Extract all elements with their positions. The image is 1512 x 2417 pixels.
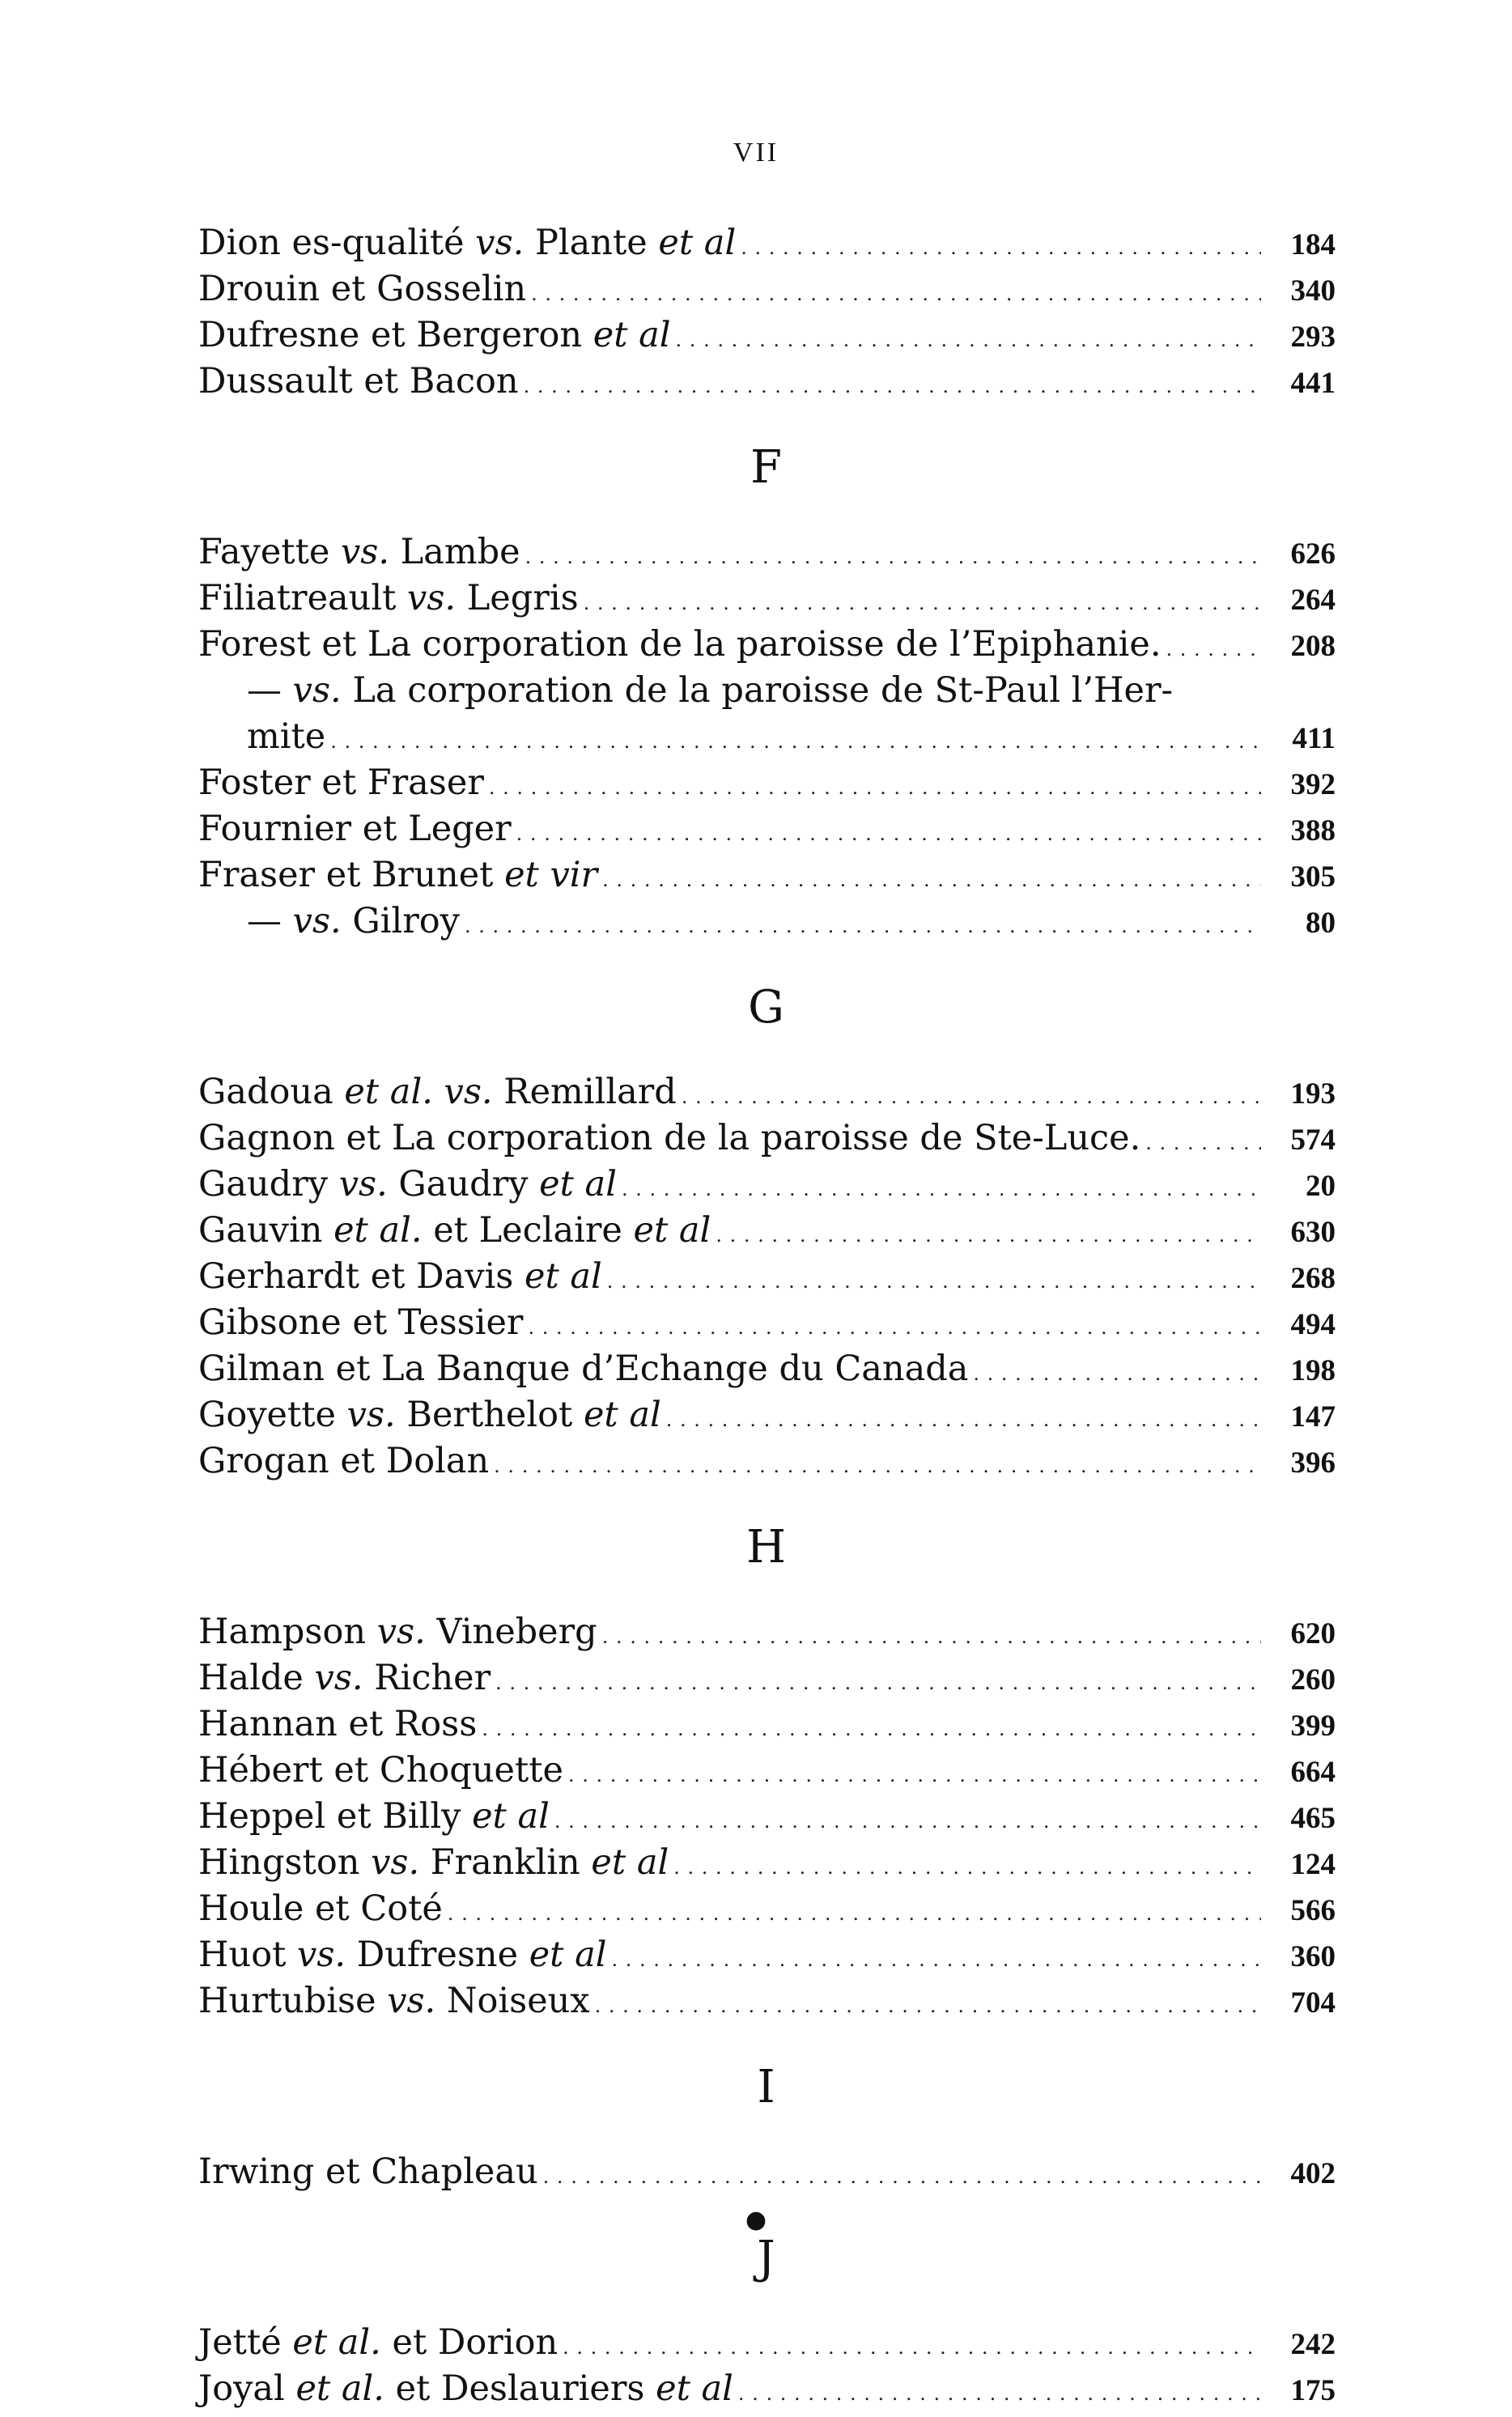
case-name (198, 1069, 677, 1115)
index-entry (198, 760, 1336, 806)
page-number: VII (733, 138, 779, 168)
case-name-italic: vs. (338, 1164, 388, 1204)
page-reference: 360 (1290, 1940, 1336, 1973)
index-section (198, 220, 1336, 405)
case-name-part: La corporation de la paroisse de St-Paul l’Her- (341, 670, 1174, 711)
case-name (198, 1438, 489, 1485)
case-name (198, 1208, 711, 1254)
case-name-part: Hurtubise (198, 1981, 388, 2021)
index-entry (198, 852, 1336, 898)
case-name-italic: vs. (340, 532, 389, 572)
page-reference: 242 (1290, 2328, 1336, 2361)
case-name-part: Gaudry (387, 1164, 540, 1204)
index-section (198, 1521, 1336, 2024)
case-name-italic: vs. (297, 1935, 346, 1975)
case-name-part: Dussault et Bacon (198, 361, 519, 401)
case-name (198, 1609, 597, 1655)
page-reference: 264 (1290, 584, 1336, 617)
index-entry (198, 2320, 1336, 2366)
case-name-part: Gadoua (198, 1072, 345, 1112)
dot-leader (1145, 1120, 1261, 1166)
case-name-part: Hannan et Ross (198, 1704, 478, 1744)
case-name (198, 220, 736, 266)
dot-leader (465, 903, 1261, 949)
index-entry (198, 1208, 1336, 1254)
case-name-part: mite (247, 716, 326, 757)
page-reference: 293 (1290, 321, 1336, 354)
page-reference: 198 (1290, 1354, 1336, 1387)
case-name-part: Jetté (198, 2322, 293, 2363)
dot-leader (666, 1397, 1261, 1443)
dot-leader (1166, 627, 1261, 673)
index-entry (198, 1978, 1336, 2024)
page-reference: 396 (1290, 1446, 1336, 1480)
dot-leader (554, 1799, 1261, 1845)
case-name-part: et Deslauriers (384, 2368, 656, 2409)
case-name (198, 2320, 558, 2366)
page-reference: 411 (1292, 722, 1336, 755)
case-name (198, 806, 512, 852)
index-entry (198, 1701, 1336, 1748)
index-entry (198, 1069, 1336, 1115)
dot-leader (602, 857, 1261, 903)
case-name-part: Heppel et Billy (198, 1796, 473, 1837)
case-name (198, 1748, 563, 1794)
case-name (198, 852, 597, 898)
case-name-part: et Leclaire (422, 1210, 634, 1251)
case-name-part: Fayette (198, 532, 341, 572)
index-entry (198, 1748, 1336, 1794)
case-name-part: Franklin (419, 1842, 592, 1883)
case-name-part: Dufresne (346, 1935, 529, 1975)
index-entry (198, 622, 1336, 668)
page-reference: 566 (1290, 1894, 1336, 1927)
dot-leader (525, 534, 1261, 580)
page-reference: 124 (1290, 1848, 1336, 1881)
index-entry (198, 359, 1336, 405)
index-entry (198, 1840, 1336, 1886)
dot-leader (973, 1351, 1261, 1397)
dot-leader (489, 765, 1261, 811)
case-name (198, 312, 671, 359)
case-name-part: Gauvin (198, 1210, 334, 1251)
page-reference: 208 (1290, 630, 1336, 663)
case-name-part: — (247, 901, 293, 941)
page-reference: 494 (1290, 1308, 1336, 1341)
case-name-part: Fraser et Brunet (198, 855, 505, 895)
case-name-italic: et al (658, 223, 737, 263)
case-name-part: Hingston (198, 1842, 372, 1883)
dot-leader (543, 2154, 1261, 2200)
case-name (198, 1655, 491, 1701)
page-reference: 664 (1290, 1756, 1336, 1789)
index-section (198, 2061, 1336, 2195)
case-name-italic: et al (525, 1256, 602, 1297)
case-name-italic: et al (472, 1796, 550, 1837)
case-name (198, 1162, 617, 1208)
case-name-italic: et al (583, 1395, 661, 1435)
index-entry (198, 2149, 1336, 2195)
case-name (198, 1346, 968, 1392)
index-entry (198, 1655, 1336, 1701)
case-name-part: Joyal (198, 2368, 296, 2409)
case-name (198, 668, 1173, 714)
dot-leader (584, 580, 1261, 627)
index-entry (198, 1438, 1336, 1485)
index-entry (198, 576, 1336, 622)
case-name-italic: et al. (333, 1210, 423, 1251)
page-reference: 465 (1290, 1802, 1336, 1835)
index-entry (198, 1346, 1336, 1392)
dot-leader (607, 1259, 1261, 1305)
dot-leader (516, 811, 1261, 857)
case-name-part: Hampson (198, 1612, 377, 1652)
case-name-part: Gilroy (341, 901, 460, 941)
index-entry (198, 312, 1336, 359)
index-list (198, 220, 1336, 2412)
case-name (198, 1932, 607, 1978)
section-letter-heading: I (757, 2061, 777, 2113)
page-reference: 268 (1290, 1262, 1336, 1295)
dot-leader (716, 1213, 1261, 1259)
page-reference: 20 (1306, 1170, 1336, 1203)
page-reference: 340 (1290, 274, 1336, 308)
section-letter-heading: F (750, 441, 784, 494)
dot-leader (531, 271, 1261, 317)
case-name (198, 1300, 523, 1346)
index-entry (198, 1886, 1336, 1932)
case-name (198, 2149, 538, 2195)
case-name-part: Gilman et La Banque d’Echange du Canada (198, 1349, 969, 1389)
case-name-part: — (247, 670, 293, 711)
case-name-part: Houle et Coté (198, 1888, 443, 1929)
case-name-part: Dufresne et Bergeron (198, 315, 593, 355)
page-reference: 704 (1290, 1986, 1336, 2020)
page-reference: 260 (1290, 1663, 1336, 1697)
dot-leader (682, 1074, 1261, 1120)
case-name-italic: vs. (314, 1658, 363, 1698)
case-name-part: Filiatreault (198, 578, 408, 618)
page-reference: 630 (1290, 1216, 1336, 1249)
case-name (198, 1392, 661, 1438)
index-entry (198, 1300, 1336, 1346)
case-name-italic: vs. (475, 223, 525, 263)
index-section (198, 2232, 1336, 2412)
case-name-italic: et al. vs. (344, 1072, 493, 1112)
case-name-part: Drouin et Gosselin (198, 269, 527, 309)
case-name (198, 359, 519, 405)
index-entry (198, 898, 1336, 945)
dot-leader (482, 1706, 1261, 1752)
dot-leader (494, 1443, 1261, 1489)
case-name-italic: et al (592, 315, 671, 355)
case-name-part: et Dorion (380, 2322, 559, 2363)
case-name-part: Halde (198, 1658, 315, 1698)
page-reference: 620 (1290, 1617, 1336, 1650)
case-name (198, 1840, 669, 1886)
case-name-part: Goyette (198, 1395, 347, 1435)
dot-leader (495, 1660, 1261, 1706)
case-name-part: Hébert et Choquette (198, 1750, 563, 1790)
dot-leader (448, 1891, 1261, 1937)
case-name (198, 529, 520, 576)
case-name-italic: vs. (292, 901, 342, 941)
case-name-italic: vs. (292, 670, 342, 711)
page-reference: 574 (1290, 1124, 1336, 1157)
case-name-part: Plante (524, 223, 659, 263)
case-name-italic: et al (656, 2368, 733, 2409)
case-name (198, 1254, 602, 1300)
page-reference: 175 (1290, 2374, 1336, 2407)
index-entry (198, 220, 1336, 266)
index-section (198, 981, 1336, 1485)
page-reference: 399 (1290, 1710, 1336, 1743)
case-name-part: Grogan et Dolan (198, 1441, 490, 1481)
case-name-part: Vineberg (425, 1612, 597, 1652)
case-name-part: Forest et La corporation de la paroisse de l’Epiphanie. (198, 624, 1162, 665)
index-section (198, 441, 1336, 945)
case-name (198, 622, 1162, 668)
case-name (198, 898, 460, 945)
index-entry (198, 1392, 1336, 1438)
case-name (198, 1701, 477, 1748)
case-name (198, 714, 325, 760)
page-reference: 392 (1290, 768, 1336, 801)
case-name-part: Noiseux (435, 1981, 590, 2021)
case-name-italic: vs. (387, 1981, 436, 2021)
index-entry (198, 668, 1336, 714)
case-name (198, 266, 526, 312)
dot-leader (602, 1614, 1261, 1660)
case-name-part: Gaudry (198, 1164, 339, 1204)
case-name-part: Dion es-qualité (198, 223, 476, 263)
dot-leader (622, 1166, 1261, 1213)
page-reference: 147 (1290, 1400, 1336, 1434)
case-name-part: Gerhardt et Davis (198, 1256, 525, 1297)
case-name-italic: et al. (295, 2368, 384, 2409)
case-name-italic: et al (539, 1164, 617, 1204)
case-name-part: Irwing et Chapleau (198, 2152, 538, 2192)
index-entry (198, 2366, 1336, 2412)
case-name-part: Gibsone et Tessier (198, 1302, 524, 1343)
dot-leader (673, 1845, 1261, 1891)
section-letter-heading: G (748, 981, 786, 1034)
page-reference: 402 (1290, 2157, 1336, 2190)
case-name-part: Richer (363, 1658, 491, 1698)
page-reference: 305 (1290, 860, 1336, 894)
case-name-part: Fournier et Leger (198, 809, 512, 849)
dot-leader (563, 2325, 1261, 2371)
index-entry (198, 714, 1336, 760)
case-name (198, 1978, 590, 2024)
index-entry (198, 529, 1336, 576)
index-entry (198, 1254, 1336, 1300)
dot-leader (676, 317, 1261, 363)
case-name (198, 2366, 733, 2412)
dot-leader (528, 1305, 1261, 1351)
case-name-italic: et al (529, 1935, 607, 1975)
index-entry (198, 1609, 1336, 1655)
case-name-part: Foster et Fraser (198, 762, 484, 803)
page-end-bullet: ● (745, 2206, 767, 2234)
section-letter-heading: J (757, 2232, 777, 2284)
case-name-italic: et al (633, 1210, 711, 1251)
case-name-part: Lambe (389, 532, 520, 572)
case-name-part: Remillard (492, 1072, 677, 1112)
page-reference: 626 (1290, 537, 1336, 571)
page-reference: 388 (1290, 814, 1336, 847)
case-name (198, 576, 579, 622)
page-reference: 441 (1290, 367, 1336, 400)
case-name (198, 1886, 443, 1932)
case-name-italic: vs. (407, 578, 457, 618)
index-entry (198, 266, 1336, 312)
case-name-part: Berthelot (395, 1395, 584, 1435)
index-entry (198, 1115, 1336, 1162)
case-name-italic: vs. (376, 1612, 426, 1652)
dot-leader (568, 1752, 1261, 1799)
dot-leader (612, 1937, 1262, 1983)
case-name-part: Huot (198, 1935, 298, 1975)
case-name-italic: vs. (346, 1395, 396, 1435)
section-letter-heading: H (746, 1521, 788, 1574)
case-name-italic: et al. (292, 2322, 381, 2363)
dot-leader (524, 363, 1261, 410)
case-name-part: Legris (456, 578, 579, 618)
index-entry (198, 1162, 1336, 1208)
index-entry (198, 1932, 1336, 1978)
dot-leader (595, 1983, 1261, 2029)
case-name-part: Gagnon et La corporation de la paroisse de Ste-Luce. (198, 1118, 1141, 1158)
case-name (198, 760, 484, 806)
dot-leader (738, 2371, 1261, 2417)
case-name-italic: et vir (504, 855, 598, 895)
case-name-italic: et al (591, 1842, 669, 1883)
case-name (198, 1794, 550, 1840)
page-reference: 80 (1306, 907, 1336, 940)
page-reference: 193 (1290, 1077, 1336, 1111)
index-entry (198, 1794, 1336, 1840)
case-name (198, 1115, 1140, 1162)
page-reference: 184 (1290, 228, 1336, 261)
case-name-italic: vs. (371, 1842, 420, 1883)
dot-leader (741, 225, 1261, 271)
dot-leader (330, 719, 1261, 765)
index-entry (198, 806, 1336, 852)
